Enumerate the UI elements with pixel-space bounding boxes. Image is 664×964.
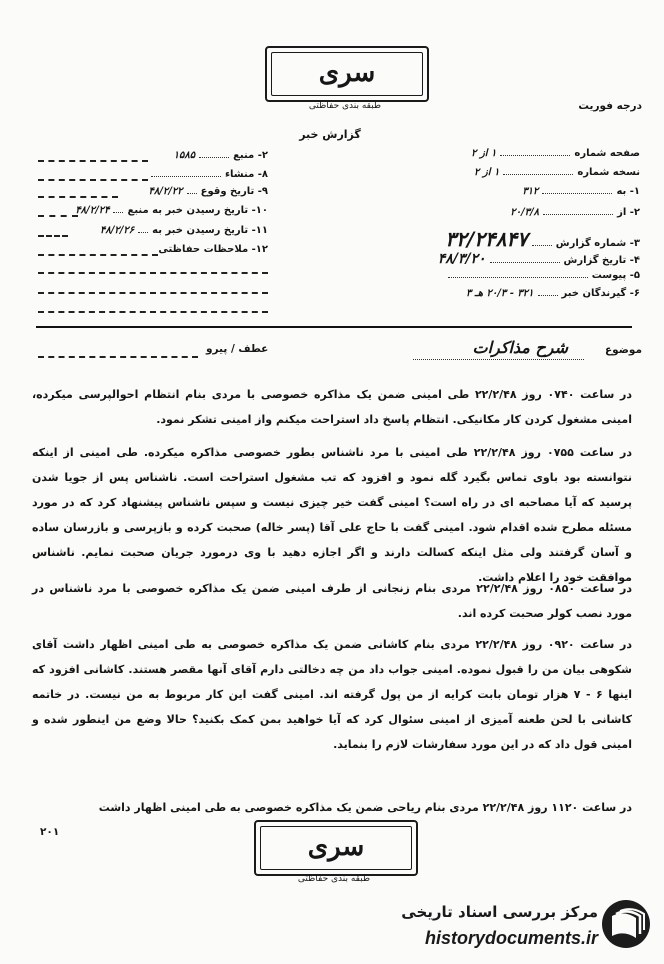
watermark-url[interactable]: historydocuments.ir (424, 928, 598, 948)
field-page-number: صفحه شماره۱ از ۲ (471, 148, 640, 159)
paragraph-1: در ساعت ۰۷۴۰ روز ۲۲/۲/۴۸ طی امینی ضمن یک مذاکره خصوصی با مردی بنام انتظام احوالپرسی میکرده، امینی مشغول کردن کار مکانیکی. انتظام پاسخ داد استراحت میکنم واز امینی تشکر نمود. (32, 388, 632, 426)
watermark-title: مرکز بررسی اسناد تاریخی (401, 903, 598, 921)
field-to: ۱- به۳۱۲ (522, 186, 640, 197)
classification-stamp-top (265, 46, 429, 102)
classification-stamp-subtitle: طبقه بندی حفاظتی (297, 874, 371, 884)
paragraph-2: در ساعت ۰۷۵۵ روز ۲۲/۲/۴۸ طی امینی با مرد ناشناس بطور خصوصی مذاکره میکرده. طی امینی از اینکه نتوانسته بود باوی تماس بگیرد گله نمود و افزود که تب مشغول استراحت است. ناشناس پس از جویا شدن پرسید که آیا مصاحبه ای در راه است؟ امینی گفت خیر چیزی نیست و سپس ناشناس پیشنهاد کرد که در مورد مسئله مطرح شده اقدام شود. امینی گفت با حاج علی آقا (پسر خاله) صحبت کرده و بازپرسی و بازرسان ساده و آسان گرفتند ولی مثل اینکه کسالت دارند و اگر اجازه دهید با وی درمورد جریان صحبت نمایم. ناشناس موافقت خود را اعلام داشت. (32, 446, 632, 584)
paragraph-4: در ساعت ۰۹۲۰ روز ۲۲/۲/۴۸ مردی بنام کاشانی ضمن یک مذاکره خصوصی به طی امینی اظهار داشت آقای شکوهی بیان من را قبول نموده. امینی جواب داد من چه دخالتی دارم آقای آنها مقصر هستند. کاشانی افزود که اینها ۶ - ۷ هزار تومان بابت کرایه از من پول گرفته اند. امینی گفت این کار مربوط به من نیست. در خاتمه کاشانی با لحن طعنه آمیزی از امینی سئوال کرد که آیا خواهید بمن کمک بکنید؟ حالا وضع من اینطور شده و امینی قول داد که در این مورد سفارشات لازم را بنماید. (32, 638, 632, 751)
dotted-line (38, 254, 158, 256)
field-news-to-source-date: ۱۰- تاریخ رسیدن خبر به منبع۴۸/۲/۲۴ (75, 205, 268, 216)
field-origin: ۸- منشاء (147, 169, 268, 180)
classification-stamp-subtitle: طبقه بندی حفاظتی (308, 101, 382, 111)
book-pages-icon (600, 898, 652, 950)
field-security-notes: ۱۲- ملاحظات حفاظتی (158, 244, 268, 255)
continuation-mark: ۲۰۱ (40, 826, 60, 838)
field-report-date: ۴- تاریخ گزارش۴۸/۳/۲۰ (437, 251, 640, 267)
field-occurrence-date: ۹- تاریخ وقوع۴۸/۲/۲۲ (148, 186, 268, 197)
dotted-line (38, 215, 78, 217)
dotted-line (38, 179, 148, 181)
classification-stamp-word: سری (260, 826, 412, 870)
reference-label: عطف / پیرو (206, 343, 269, 355)
subject-value: شرح مذاکرات (413, 338, 585, 360)
classification-stamp-word: سری (271, 52, 423, 96)
dotted-line (38, 311, 268, 313)
dotted-line (38, 272, 268, 274)
dotted-line (38, 356, 198, 358)
dotted-line (38, 196, 118, 198)
dotted-line (38, 235, 68, 237)
field-source: ۲- منبع۱۵۸۵ (173, 150, 268, 161)
field-news-arrival-date: ۱۱- تاریخ رسیدن خبر به۴۸/۲/۲۶ (99, 225, 268, 236)
field-from: ۲- از۲۰/۳/۸ (510, 207, 640, 218)
header-separator (36, 326, 632, 328)
priority-label: درجه فوریت (578, 100, 642, 112)
field-recipients: ۶- گیرندگان خبر۳۲۱ - ۲۰/۳ هـ ۳ (465, 288, 640, 299)
report-type: گزارش خبر (299, 128, 361, 141)
field-attachment: ۵- پیوست (444, 270, 640, 281)
field-copy-number: نسخه شماره۱ از ۲ (474, 167, 640, 178)
subject-label: موضوع (605, 344, 642, 356)
paragraph-5: در ساعت ۱۱۲۰ روز ۲۲/۲/۴۸ مردی بنام ریاحی ضمن یک مذاکره خصوصی به طی امینی اظهار داشت (98, 801, 632, 814)
field-report-number: ۳- شماره گزارش۳۲/۲۴۸۴۷ (445, 227, 640, 251)
classification-stamp-bottom (254, 820, 418, 876)
dotted-line (38, 160, 148, 162)
paragraph-3: در ساعت ۰۸۵۰ روز ۲۲/۲/۴۸ مردی بنام زنجانی از طرف امینی ضمن یک مذاکره خصوصی با مرد ناشناس در مورد نصب کولر صحبت کرده اند. (32, 582, 632, 620)
dotted-line (38, 292, 268, 294)
